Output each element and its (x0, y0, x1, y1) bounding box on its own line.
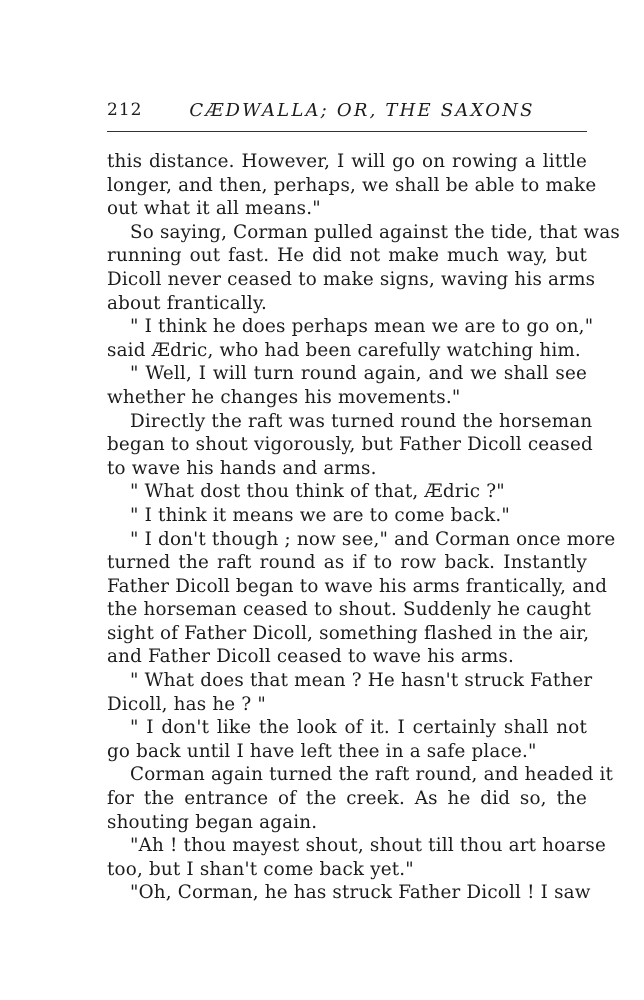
text-line: " I don't though ; now see," and Corman once more (130, 528, 616, 550)
running-title: CÆDWALLA; OR, THE SAXONS (189, 100, 535, 121)
running-header (107, 100, 587, 128)
text-line: to wave his hands and arms. (107, 457, 377, 479)
text-line: sight of Father Dicoll, something flashed in the air, (107, 622, 590, 644)
text-line: "Oh, Corman, he has struck Father Dicoll ! I saw (130, 882, 591, 904)
text-line: turned the raft round as if to row back. Instantly (107, 552, 587, 574)
text-line: " Well, I will turn round again, and we shall see (130, 363, 587, 385)
text-line: running out fast. He did not make much way, but (107, 245, 587, 267)
text-line: about frantically. (107, 292, 268, 314)
text-line: Directly the raft was turned round the horseman (130, 410, 593, 432)
text-line: " What does that mean ? He hasn't struck Father (130, 670, 593, 692)
text-line: Corman again turned the raft round, and headed it (130, 764, 614, 786)
text-line: said Ædric, who had been carefully watching him. (107, 339, 581, 361)
text-line: Father Dicoll began to wave his arms frantically, and (107, 575, 608, 597)
text-line: So saying, Corman pulled against the tide, that was (130, 221, 621, 243)
text-line: too, but I shan't come back yet." (107, 858, 414, 880)
page-number: 212 (107, 100, 143, 120)
text-line: shouting began again. (107, 811, 318, 833)
text-line: " I think it means we are to come back." (130, 504, 510, 526)
text-line: Dicoll, has he ? " (107, 693, 266, 715)
text-line: the horseman ceased to shout. Suddenly he caught (107, 599, 592, 621)
text-line: and Father Dicoll ceased to wave his arms. (107, 646, 514, 668)
text-line: out what it all means." (107, 198, 321, 220)
text-line: Dicoll never ceased to make signs, waving his arms (107, 268, 596, 290)
text-line: longer, and then, perhaps, we shall be able to make (107, 174, 597, 196)
text-line: whether he changes his movements." (107, 386, 461, 408)
body-text (107, 150, 621, 905)
text-line: for the entrance of the creek. As he did so, the (107, 788, 587, 810)
text-line: " What dost thou think of that, Ædric ?" (130, 481, 505, 503)
text-line: go back until I have left thee in a safe place." (107, 740, 537, 762)
text-line: " I think he does perhaps mean we are to go on," (130, 316, 594, 338)
text-line: began to shout vigorously, but Father Dicoll ceased (107, 434, 593, 456)
text-line: " I don't like the look of it. I certainly shall not (130, 717, 587, 739)
text-line: "Ah ! thou mayest shout, shout till thou art hoarse (130, 835, 607, 857)
header-rule (107, 131, 587, 132)
text-line: this distance. However, I will go on rowing a little (107, 151, 587, 172)
